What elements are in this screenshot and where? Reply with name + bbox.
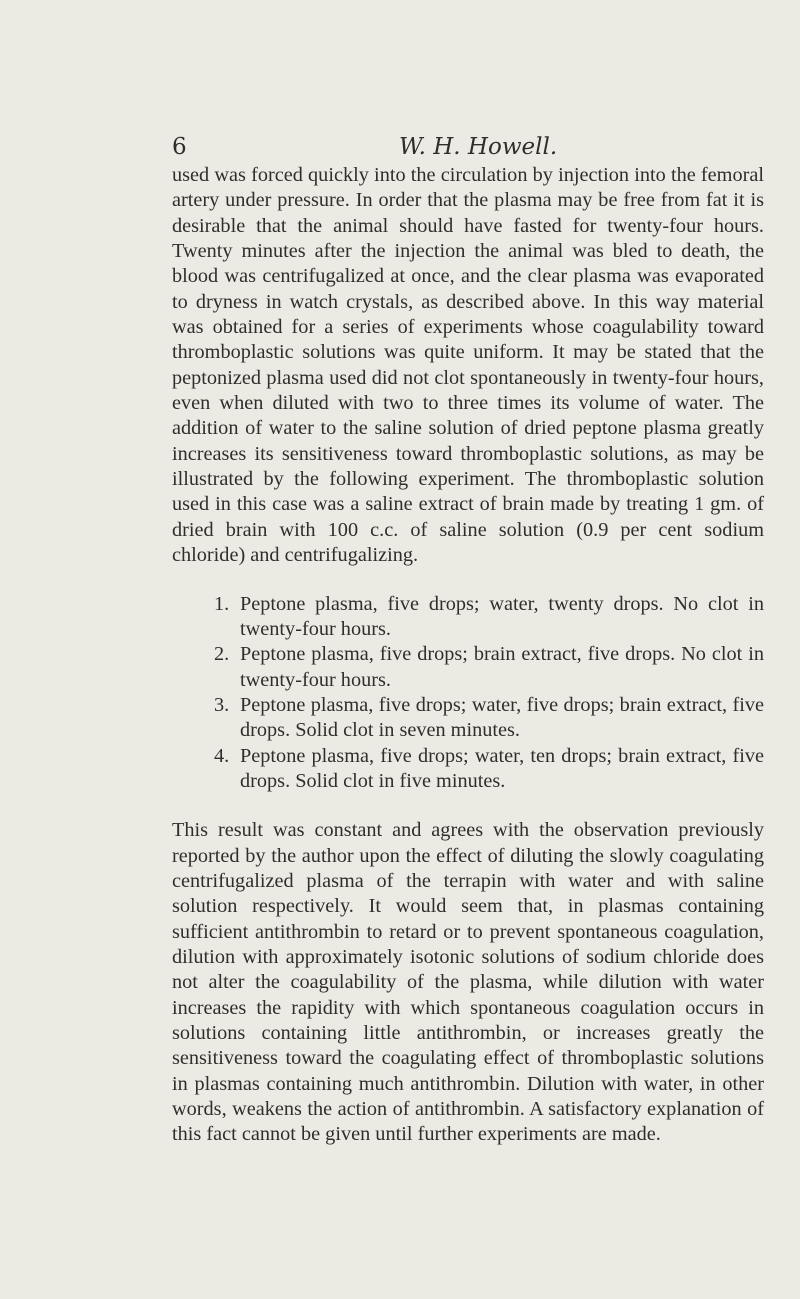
experiment-text: Peptone plasma, five drops; water, ten drops; brain extract, five drops. Solid clot in five minutes. — [240, 744, 764, 792]
experiment-number: 1. — [214, 592, 230, 615]
experiment-list — [172, 592, 764, 795]
paragraph-method: used was forced quickly into the circulation by injection into the femoral artery under pressure. In order that the plasma may be free from fat it is desirable that the animal should have fasted for twenty-four hours. Twenty minutes after the injection the animal was bled to death, the blood was centrifugalized at once, and the clear plasma was evaporated to dryness in watch crystals, as described above. In this way material was obtained for a series of experiments whose coagulability toward thromboplastic solutions was quite uniform. It may be stated that the peptonized plasma used did not clot spontaneously in twenty-four hours, even when diluted with two to three times its volume of water. The addition of water to the saline solution of dried peptone plasma greatly increases its sensitiveness toward thromboplastic solutions, as may be illustrated by the following experiment. The thromboplastic solution used in this case was a saline extract of brain made by treating 1 gm. of dried brain with 100 c.c. of saline solution (0.9 per cent sodium chloride) and centrifugalizing. — [172, 164, 764, 567]
main-text — [172, 163, 764, 1148]
experiment-text: Peptone plasma, five drops; brain extract, five drops. No clot in twenty-four hours. — [240, 643, 764, 691]
experiment-item-4 — [172, 744, 764, 795]
experiment-item-3 — [172, 693, 764, 744]
experiment-text: Peptone plasma, five drops; water, five drops; brain extract, five drops. Solid clot in seven minutes. — [240, 693, 764, 742]
experiment-number: 2. — [214, 643, 230, 666]
page-header — [172, 130, 732, 164]
experiment-item-1 — [172, 592, 764, 643]
page-number: 6 — [172, 134, 187, 160]
experiment-number: 3. — [214, 693, 230, 716]
running-head-author: W. H. Howell. — [399, 134, 558, 160]
experiment-number: 4. — [214, 744, 230, 767]
experiment-item-2 — [172, 642, 764, 693]
paragraph-conclusion: This result was constant and agrees with the observation previously reported by the author upon the effect of diluting the slowly coagulating centrifugalized plasma of the terrapin with water and with saline solution respectively. It would seem that, in plasmas containing sufficient antithrombin to retard or to prevent spontaneous coagulation, dilution with approximately isotonic solutions of sodium chloride does not alter the coagulability of the plasma, while dilution with water increases the rapidity with which spontaneous coagulation occurs in solutions containing little antithrombin, or increases greatly the sensitiveness toward the coagulating effect of thromboplastic solutions in plasmas containing much antithrombin. Dilution with water, in other words, weakens the action of antithrombin. A satisfactory explanation of this fact cannot be given until further experiments are made. — [172, 819, 764, 1146]
experiment-text: Peptone plasma, five drops; water, twenty drops. No clot in twenty-four hours. — [240, 592, 764, 640]
